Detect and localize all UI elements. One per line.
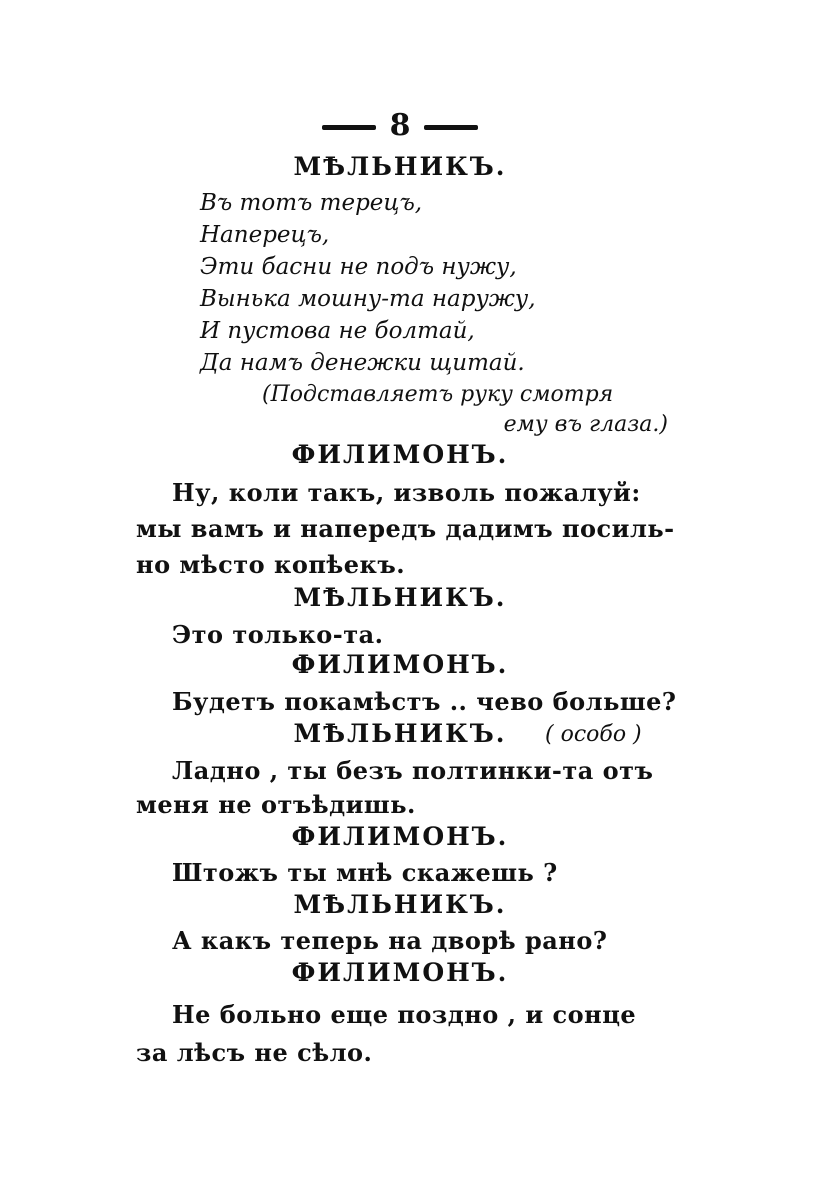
song-line: Вынька мошну-та наружу, xyxy=(200,286,536,312)
aside-direction: ( особо ) xyxy=(545,722,642,747)
prose-line: Ладно , ты безъ полтинки-та отъ xyxy=(172,756,654,785)
right-rule-ornament xyxy=(424,125,478,130)
prose-line: Штожъ ты мнѣ скажешь ? xyxy=(172,858,558,887)
stage-direction-line: (Подставляетъ руку смотря xyxy=(262,382,614,407)
page-number xyxy=(0,108,800,143)
song-line: Эти басни не подъ нужу, xyxy=(200,254,517,280)
stage-direction-line: ему въ глаза.) xyxy=(503,412,668,437)
page-number-text: 8 xyxy=(389,108,411,143)
speaker-heading: МѢЛЬНИКЪ. xyxy=(293,719,507,748)
prose-line: Это только-та. xyxy=(172,620,384,649)
prose-line: Ну, коли такъ, изволь пожалуй: xyxy=(172,478,641,507)
song-line: И пустова не болтай, xyxy=(200,318,475,344)
song-line: Наперецъ, xyxy=(200,222,330,248)
prose-line: Не больно еще поздно , и сонце xyxy=(172,1000,637,1029)
prose-line: А какъ теперь на дворѣ рано? xyxy=(172,926,608,955)
prose-line: меня не отъѣдишь. xyxy=(136,790,416,819)
prose-line: Будетъ покамѣстъ .. чево больше? xyxy=(172,687,677,716)
speaker-heading: ФИЛИМОНЪ. xyxy=(291,650,509,679)
prose-line: за лѣсъ не сѣло. xyxy=(136,1038,373,1067)
speaker-heading: МѢЛЬНИКЪ. xyxy=(293,583,507,612)
speaker-heading: МѢЛЬНИКЪ. xyxy=(293,152,507,181)
speaker-heading: ФИЛИМОНЪ. xyxy=(291,822,509,851)
song-line: Да намъ денежки щитай. xyxy=(200,350,525,376)
speaker-heading: МѢЛЬНИКЪ. xyxy=(293,890,507,919)
speaker-heading: ФИЛИМОНЪ. xyxy=(291,440,509,469)
prose-line: но мѣсто копѣекъ. xyxy=(136,550,406,579)
prose-line: мы вамъ и напередъ дадимъ посиль- xyxy=(136,514,675,543)
song-line: Въ тотъ терецъ, xyxy=(200,190,423,216)
speaker-heading: ФИЛИМОНЪ. xyxy=(291,958,509,987)
left-rule-ornament xyxy=(322,125,376,130)
